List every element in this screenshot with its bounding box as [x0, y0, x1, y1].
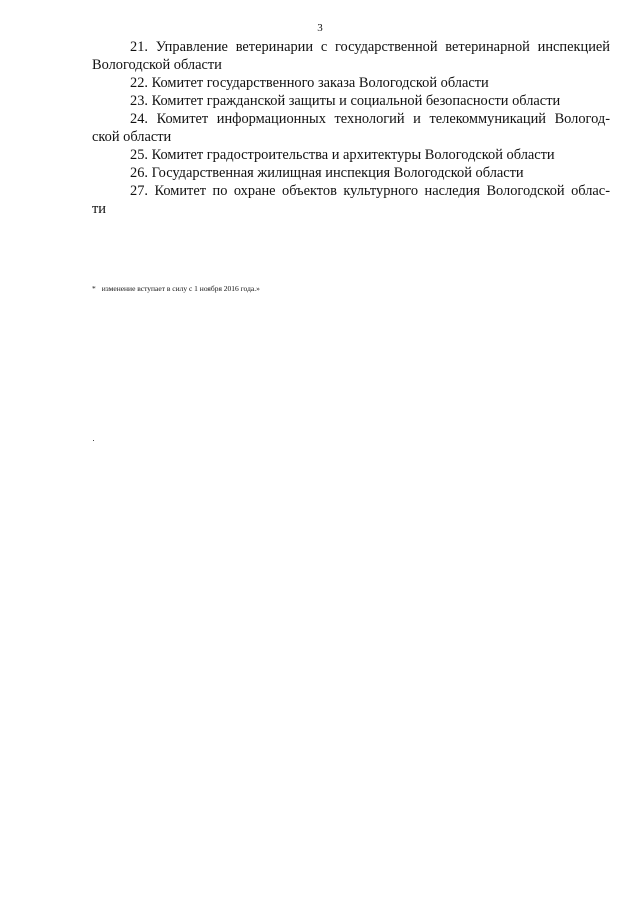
- footnote-text: изменение вступает в силу с 1 ноября 2016 года.»: [101, 284, 260, 293]
- list-item-24-line-2: ской области: [92, 129, 172, 145]
- list-item-22: 22. Комитет государственного заказа Вологодской области: [130, 75, 489, 91]
- footnote: [92, 284, 260, 293]
- footnote-marker: *: [92, 284, 96, 293]
- list-item-25: 25. Комитет градостроительства и архитектуры Вологодской области: [130, 147, 555, 163]
- list-item-23: 23. Комитет гражданской защиты и социальной безопасности области: [130, 93, 561, 109]
- list-item-26: 26. Государственная жилищная инспекция Вологодской области: [130, 165, 524, 181]
- list-item-24-line-1: 24. Комитет информационных технологий и телекоммуникаций Вологод-: [130, 111, 610, 127]
- list-item-21-line-1: 21. Управление ветеринарии с государственной ветеринарной инспекцией: [130, 39, 610, 55]
- scan-speck: [93, 440, 94, 441]
- agency-list: [92, 38, 610, 218]
- list-item-27-line-2: ти: [92, 201, 106, 217]
- list-item-21-line-2: Вологодской области: [92, 57, 222, 73]
- page-number: 3: [317, 22, 323, 34]
- list-item-27-line-1: 27. Комитет по охране объектов культурного наследия Вологодской облас-: [130, 183, 610, 199]
